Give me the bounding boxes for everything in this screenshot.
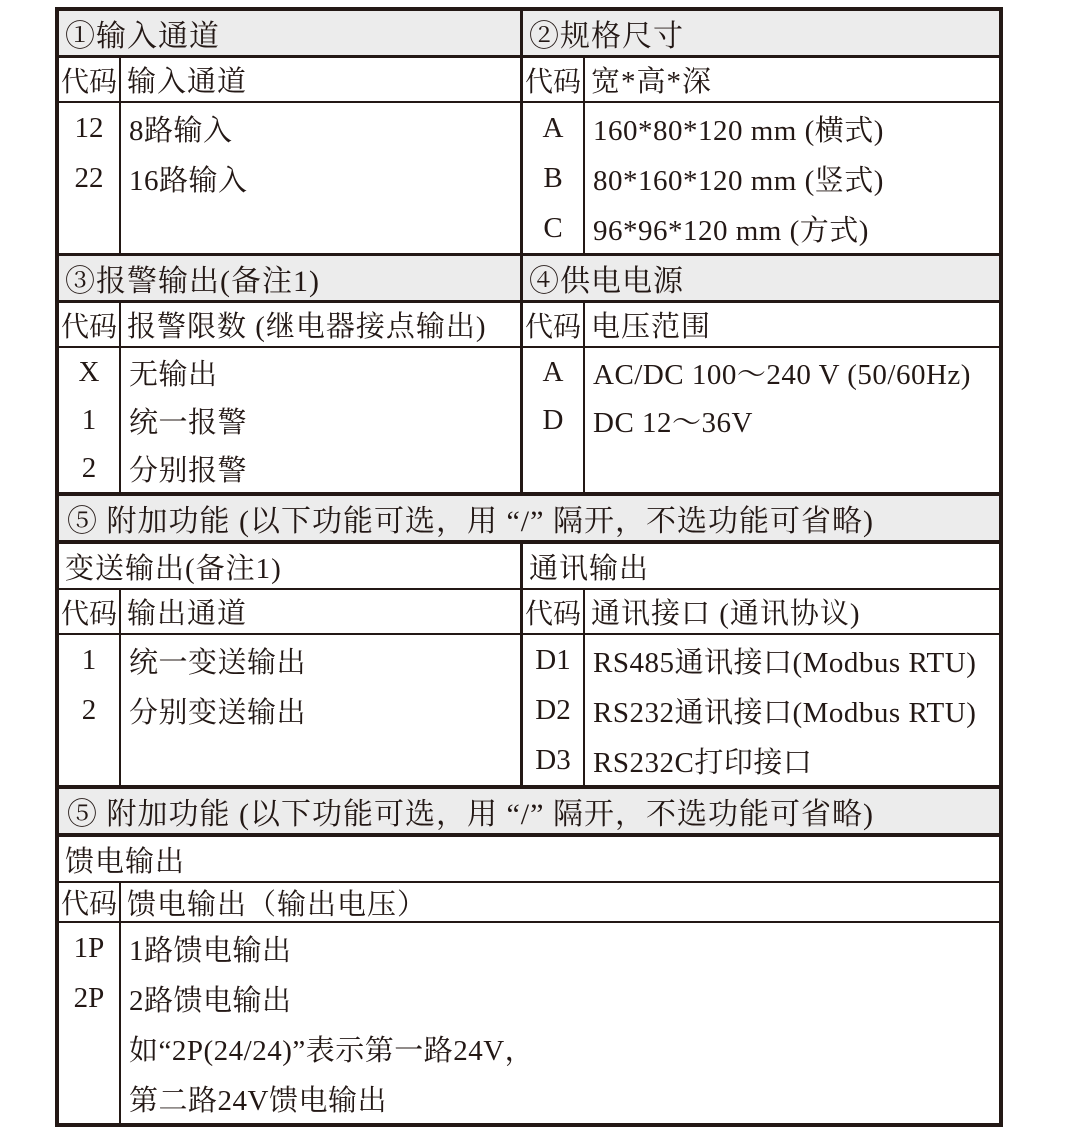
code-cell: 1: [81, 643, 97, 676]
code-column-header: 代码: [59, 590, 121, 633]
desc-cell: 统一变送输出: [129, 646, 307, 679]
desc-cell: 160*80*120 mm (横式): [593, 114, 884, 147]
code-cell: D1: [535, 643, 571, 676]
section-excitation-output: [59, 837, 999, 1123]
section-input-and-size: [59, 11, 999, 253]
code-cell: D3: [535, 743, 571, 776]
desc-column: [121, 103, 520, 253]
table-body: [59, 348, 520, 492]
code-column: [59, 348, 121, 492]
column-header-row: [523, 58, 999, 103]
section-communication-output: [523, 544, 999, 785]
code-cell: A: [542, 355, 564, 388]
desc-column: [585, 103, 999, 253]
code-cell: [59, 1023, 119, 1073]
column-header-row: [523, 590, 999, 635]
additional-functions-band-1: ⑤ 附加功能 (以下功能可选，用 “/” 隔开，不选功能可省略): [59, 492, 999, 544]
code-cell: 2: [81, 451, 97, 484]
code-cell: D2: [535, 693, 571, 726]
desc-column-header: 输出通道: [127, 598, 248, 630]
desc-cell: RS232C打印接口: [593, 746, 813, 779]
section-title-input-channels: ①输入通道: [59, 11, 520, 58]
section-alarm-and-power: [59, 256, 999, 492]
section-title-alarm-output: ③报警输出(备注1): [59, 256, 520, 303]
desc-column-header: 通讯接口 (通讯协议): [591, 598, 861, 630]
code-cell: B: [543, 161, 563, 194]
code-cell: 2: [81, 693, 97, 726]
code-cell: 1P: [73, 931, 105, 964]
section-retransmission-and-comm: [59, 544, 999, 785]
table-body: [59, 923, 999, 1123]
desc-column: [121, 348, 520, 492]
desc-column: [121, 923, 999, 1123]
code-column-header: 代码: [523, 58, 585, 101]
additional-functions-band-2: ⑤ 附加功能 (以下功能可选，用 “/” 隔开，不选功能可省略): [59, 785, 999, 837]
code-column: [59, 103, 121, 253]
code-cell: D: [542, 403, 564, 436]
code-cell: 1: [81, 403, 97, 436]
desc-cell: 8路输入: [129, 114, 233, 147]
subsection-label-retransmission: 变送输出(备注1): [59, 544, 520, 590]
code-column-header: 代码: [523, 303, 585, 346]
section-title-dimensions: ②规格尺寸: [523, 11, 999, 58]
desc-cell: 80*160*120 mm (竖式): [593, 164, 884, 197]
code-cell: X: [78, 355, 100, 388]
code-column-header: 代码: [59, 303, 121, 346]
column-header-row: [59, 590, 520, 635]
desc-cell: 分别变送输出: [129, 696, 307, 729]
section-alarm-output: [59, 256, 523, 492]
desc-cell: 16路输入: [129, 164, 248, 197]
table-body: [59, 635, 520, 785]
table-body: [523, 103, 999, 253]
code-cell: [59, 1073, 119, 1123]
section-power-supply: [523, 256, 999, 492]
desc-cell: 统一报警: [129, 406, 248, 439]
desc-column-header: 输入通道: [127, 66, 248, 98]
code-cell: 12: [74, 111, 104, 144]
desc-cell: 96*96*120 mm (方式): [593, 214, 869, 247]
code-cell: 2P: [73, 981, 105, 1014]
table-body: [523, 635, 999, 785]
column-header-row: [59, 58, 520, 103]
desc-column-header: 馈电输出（输出电压）: [127, 888, 428, 921]
desc-column-header: 电压范围: [591, 311, 712, 343]
code-column-header: 代码: [523, 590, 585, 633]
ordering-code-table: [55, 7, 1003, 1127]
desc-cell: 如“2P(24/24)”表示第一路24V，: [129, 1034, 535, 1067]
code-column-header: 代码: [59, 883, 121, 921]
table-body: [59, 103, 520, 253]
section-input-channels: [59, 11, 523, 253]
desc-cell: 1路馈电输出: [129, 934, 292, 967]
desc-cell: RS485通讯接口(Modbus RTU): [593, 646, 977, 679]
code-column: [523, 103, 585, 253]
desc-column: [585, 635, 999, 785]
section-retransmission-output: [59, 544, 523, 785]
desc-column: [585, 348, 999, 492]
column-header-row: [523, 303, 999, 348]
desc-column-header: 报警限数 (继电器接点输出): [127, 311, 487, 343]
section-dimensions: [523, 11, 999, 253]
code-column: [523, 348, 585, 492]
desc-cell: 分别报警: [129, 454, 248, 487]
subsection-label-communication: 通讯输出: [523, 544, 999, 590]
subsection-label-excitation: 馈电输出: [59, 837, 999, 883]
desc-cell: 第二路24V馈电输出: [129, 1084, 387, 1117]
desc-cell: RS232通讯接口(Modbus RTU): [593, 696, 977, 729]
column-header-row: [59, 303, 520, 348]
code-column: [59, 635, 121, 785]
desc-column: [121, 635, 520, 785]
code-cell: C: [543, 211, 563, 244]
section-title-power-supply: ④供电电源: [523, 256, 999, 303]
desc-cell: AC/DC 100～240 V (50/60Hz): [593, 358, 971, 391]
desc-cell: 无输出: [129, 358, 218, 391]
column-header-row: [59, 883, 999, 923]
code-cell: A: [542, 111, 564, 144]
table-body: [523, 348, 999, 492]
code-column: [523, 635, 585, 785]
code-column-header: 代码: [59, 58, 121, 101]
desc-column-header: 宽*高*深: [591, 66, 713, 98]
code-cell: 22: [74, 161, 104, 194]
code-column: [59, 923, 121, 1123]
desc-cell: 2路馈电输出: [129, 984, 292, 1017]
desc-cell: DC 12～36V: [593, 406, 753, 439]
